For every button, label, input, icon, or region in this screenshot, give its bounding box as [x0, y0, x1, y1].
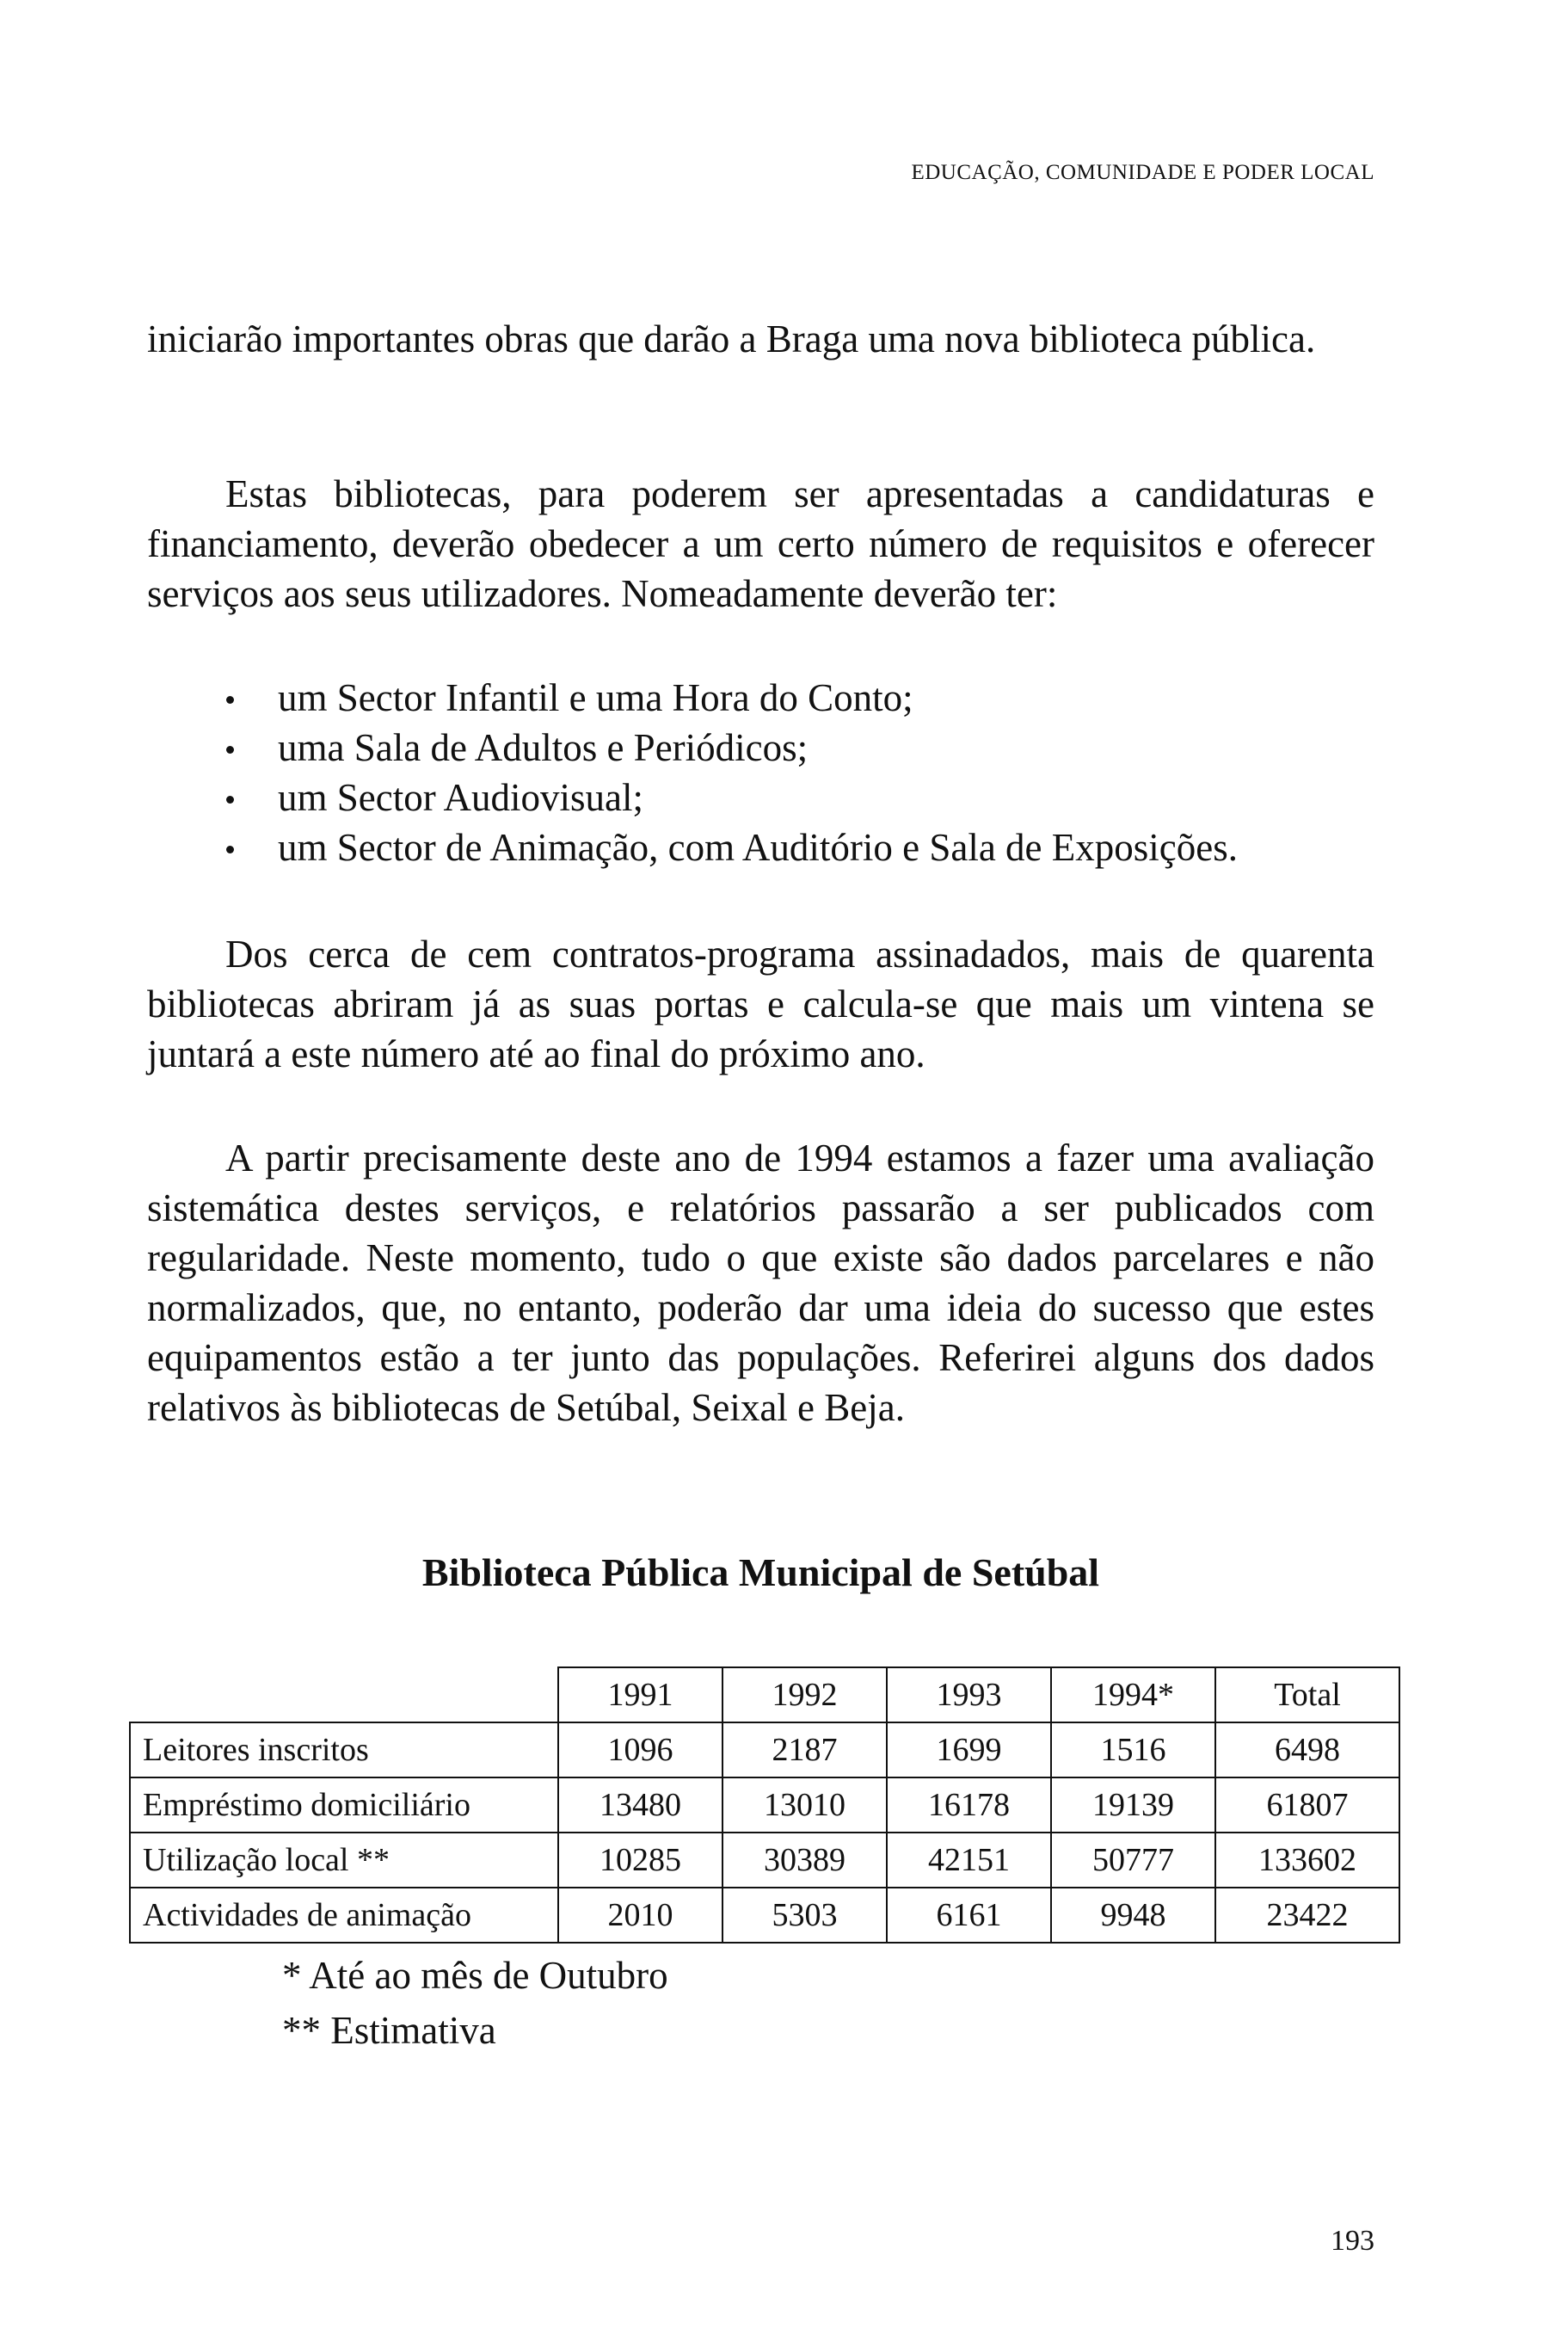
- library-statistics-table: [129, 1666, 1400, 1944]
- table-row: [130, 1888, 1399, 1943]
- table-cell: 1516: [1051, 1722, 1215, 1777]
- table-row: [130, 1833, 1399, 1888]
- column-header: 1994*: [1051, 1667, 1215, 1722]
- table-cell: 13480: [558, 1777, 723, 1833]
- table-footnotes: [282, 1948, 668, 2058]
- table-corner-cell: [130, 1667, 558, 1722]
- table-title: Biblioteca Pública Municipal de Setúbal: [421, 1550, 1100, 1594]
- table-cell: 133602: [1215, 1833, 1399, 1888]
- footnote: * Até ao mês de Outubro: [282, 1954, 668, 1997]
- table-cell: 61807: [1215, 1777, 1399, 1833]
- table-cell: 2187: [723, 1722, 887, 1777]
- row-label: Actividades de animação: [130, 1888, 558, 1943]
- list-item: um Sector de Animação, com Auditório e Sala de Exposições.: [226, 822, 1238, 872]
- table-cell: 10285: [558, 1833, 723, 1888]
- list-item: um Sector Audiovisual;: [226, 773, 1238, 822]
- table-cell: 5303: [723, 1888, 887, 1943]
- paragraph-2: Estas bibliotecas, para poderem ser apresentadas a candidaturas e financiamento, deverão obedecer a um certo número de requisitos e oferecer serviços aos seus utilizadores. Nomeadamente deverão ter:: [147, 472, 1374, 615]
- column-header: 1991: [558, 1667, 723, 1722]
- table-cell: 13010: [723, 1777, 887, 1833]
- footnote: ** Estimativa: [282, 2009, 496, 2052]
- page-number: 193: [1331, 2225, 1374, 2257]
- requirements-list: [226, 673, 1238, 872]
- running-header: EDUCAÇÃO, COMUNIDADE E PODER LOCAL: [911, 161, 1374, 184]
- table-cell: 6498: [1215, 1722, 1399, 1777]
- row-label: Utilização local **: [130, 1833, 558, 1888]
- table-cell: 23422: [1215, 1888, 1399, 1943]
- table-cell: 1096: [558, 1722, 723, 1777]
- table-cell: 2010: [558, 1888, 723, 1943]
- paragraph-3: Dos cerca de cem contratos-programa assinadados, mais de quarenta bibliotecas abriram já as suas portas e calcula-se que mais um vintena se juntará a este número até ao final do próximo ano.: [147, 933, 1374, 1075]
- table-cell: 1699: [887, 1722, 1051, 1777]
- list-item: um Sector Infantil e uma Hora do Conto;: [226, 673, 1238, 723]
- table-header-row: [130, 1667, 1399, 1722]
- table-cell: 16178: [887, 1777, 1051, 1833]
- table-cell: 6161: [887, 1888, 1051, 1943]
- paragraph-1: iniciarão importantes obras que darão a Braga uma nova biblioteca pública.: [147, 317, 1316, 360]
- table-cell: 19139: [1051, 1777, 1215, 1833]
- column-header: 1992: [723, 1667, 887, 1722]
- table-cell: 9948: [1051, 1888, 1215, 1943]
- table-cell: 30389: [723, 1833, 887, 1888]
- table-row: [130, 1722, 1399, 1777]
- table-row: [130, 1777, 1399, 1833]
- table-cell: 50777: [1051, 1833, 1215, 1888]
- table-cell: 42151: [887, 1833, 1051, 1888]
- row-label: Empréstimo domiciliário: [130, 1777, 558, 1833]
- list-item: uma Sala de Adultos e Periódicos;: [226, 723, 1238, 773]
- column-header: 1993: [887, 1667, 1051, 1722]
- paragraph-4: A partir precisamente deste ano de 1994 estamos a fazer uma avaliação sistemática destes serviços, e relatórios passarão a ser publicados com regularidade. Neste momento, tudo o que existe são dados parcelares e não normalizados, que, no entanto, poderão dar uma ideia do sucesso que estes equipamentos estão a ter junto das populações. Referirei alguns dos dados relativos às bibliotecas de Setúbal, Seixal e Beja.: [147, 1137, 1374, 1429]
- row-label: Leitores inscritos: [130, 1722, 558, 1777]
- column-header: Total: [1215, 1667, 1399, 1722]
